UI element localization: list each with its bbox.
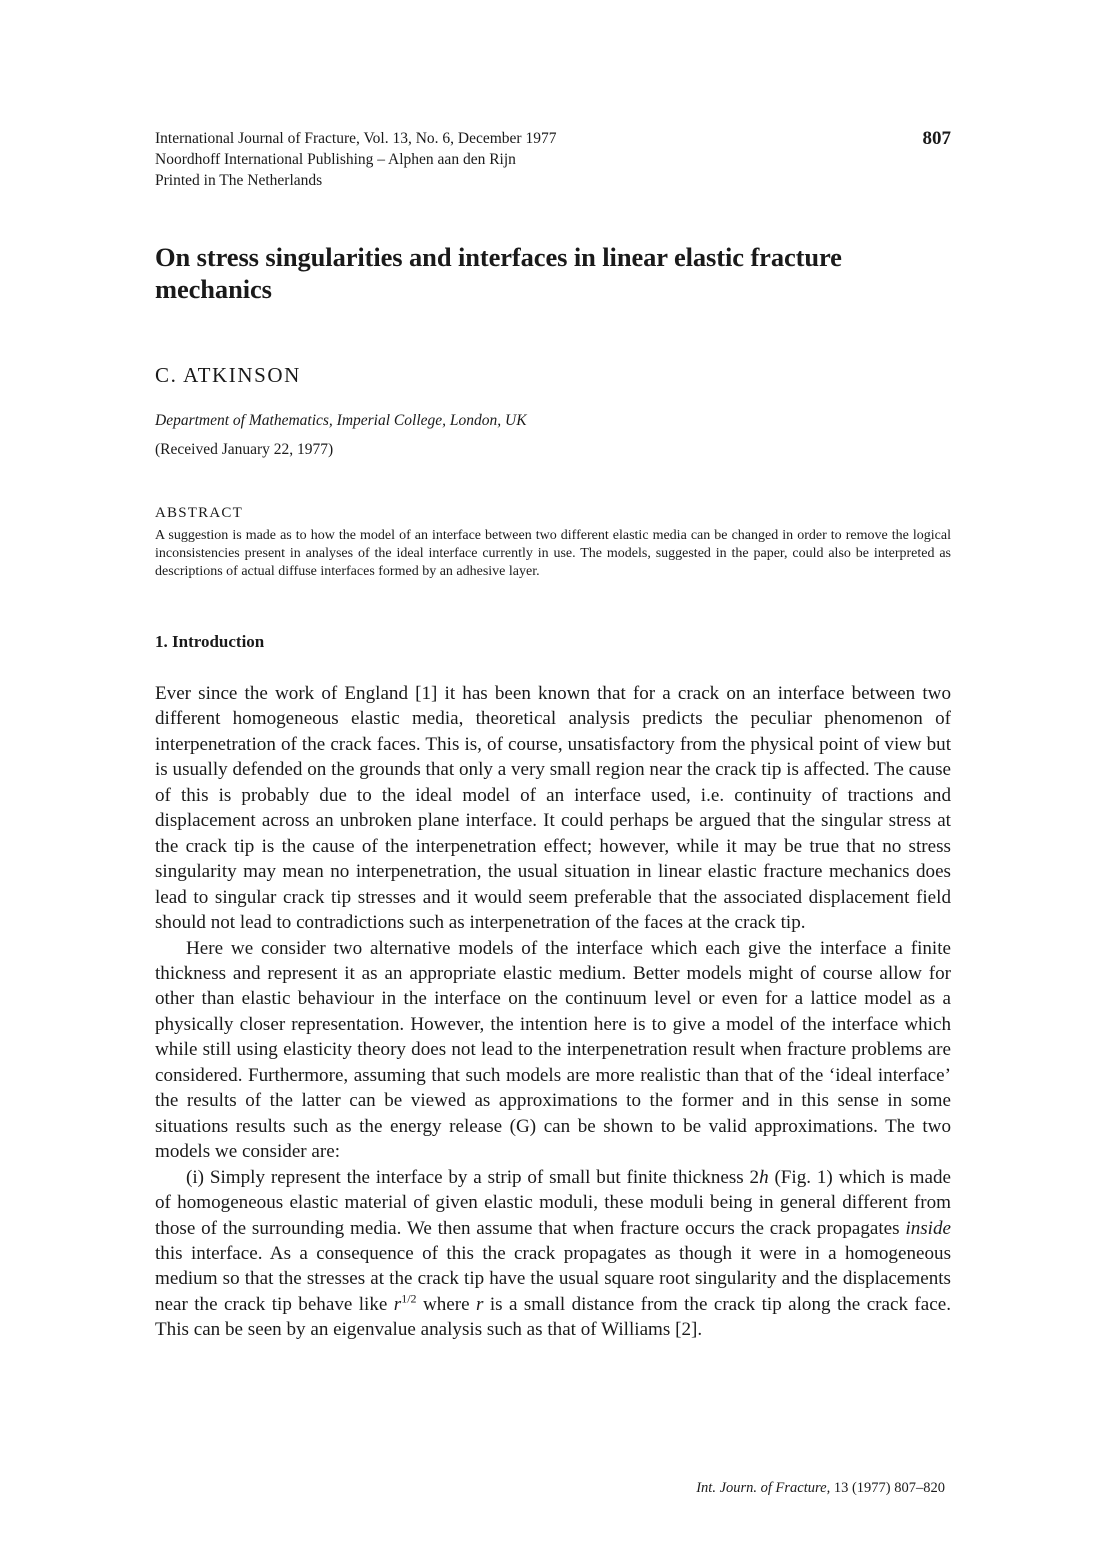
- abstract-text: A suggestion is made as to how the model of an interface between two different elastic media can be changed in order to remove the logical inconsistencies present in analyses of the ideal interface currently in use. The models, suggested in the paper, could also be interpreted as descriptions of actual diffuse interfaces formed by an adhesive layer.: [155, 528, 951, 579]
- para3-text-2: (Fig. 1) which is made of homogeneous elastic material of given elastic moduli, these moduli being in general different from those of the surrounding media. We then assume that when fracture occurs the crack propagates: [155, 1166, 952, 1239]
- body-text: [155, 681, 951, 1343]
- received-date: (Received January 22, 1977): [155, 441, 334, 458]
- para3-text-1: (i) Simply represent the interface by a strip of small but finite thickness 2: [186, 1166, 760, 1188]
- footer-volume: 13 (1977) 807–820: [830, 1480, 945, 1496]
- journal-line: International Journal of Fracture, Vol. 13, No. 6, December 1977: [155, 130, 557, 147]
- emphasis-inside: inside: [905, 1217, 951, 1239]
- paragraph-1: Ever since the work of England [1] it has been known that for a crack on an interface between two different homogeneous elastic media, theoretical analysis predicts the peculiar phenomenon of interpenetration of the crack faces. This is, of course, unsatisfactory from the physical point of view but is usually defended on the grounds that only a very small region near the crack tip is affected. The cause of this is probably due to the ideal model of an interface used, i.e. continuity of tractions and displacement across an unbroken plane interface. It could perhaps be argued that the singular stress at the crack tip is the cause of the interpenetration effect; however, while it may be true that no stress singularity may mean no interpenetration, the usual situation in linear elastic fracture mechanics does lead to singular crack tip stresses and it would seem preferable that the associated displacement field should not lead to contradictions such as interpenetration of the faces at the crack tip.: [155, 683, 951, 934]
- author-name: C. ATKINSON: [155, 363, 301, 387]
- page-number: 807: [922, 128, 951, 149]
- abstract-heading: ABSTRACT: [155, 505, 243, 521]
- symbol-r-2: r: [476, 1293, 484, 1315]
- para3-text-3: this interface. As a consequence of this the crack propagates as though it were in a homogeneous medium so that the stresses at the crack tip have the usual square root singularity and the displacements near the crack tip behave like: [155, 1242, 951, 1315]
- footer-journal: Int. Journ. of Fracture,: [696, 1480, 831, 1496]
- para3-text-5: is a small distance from the crack tip along the crack face. This can be seen by an eigenvalue analysis such as that of Williams [2].: [155, 1293, 951, 1341]
- author-affiliation: Department of Mathematics, Imperial College, London, UK: [155, 412, 527, 429]
- paragraph-2: Here we consider two alternative models of the interface which each give the interface a finite thickness and represent it as an appropriate elastic medium. Better models might of course allow for other than elastic behaviour in the interface on the continuum level or even for a lattice model as a physically closer representation. However, the intention here is to give a model of the interface which while still using elasticity theory does not lead to the interpenetration result when fracture problems are considered. Furthermore, assuming that such models are more realistic than that of the ‘ideal interface’ the results of the latter can be viewed as approximations to the former and in this sense in some situations results such as the energy release (G) can be shown to be valid approximations. The two models we consider are:: [155, 937, 951, 1163]
- paper-page: [155, 0, 951, 1546]
- footer-citation: [696, 1480, 945, 1497]
- symbol-r: r: [393, 1293, 402, 1315]
- exponent: 1/2: [401, 1291, 417, 1306]
- printed-line: Printed in The Netherlands: [155, 172, 323, 189]
- paragraph-3: [155, 1165, 951, 1343]
- para3-text-4: where: [416, 1293, 477, 1315]
- paper-title: On stress singularities and interfaces in linear elastic fracture mechanics: [155, 242, 842, 304]
- journal-header: [155, 128, 951, 191]
- publisher-line: Noordhoff International Publishing – Alphen aan den Rijn: [155, 151, 516, 168]
- symbol-h: h: [759, 1166, 769, 1188]
- section-heading: 1. Introduction: [155, 632, 265, 651]
